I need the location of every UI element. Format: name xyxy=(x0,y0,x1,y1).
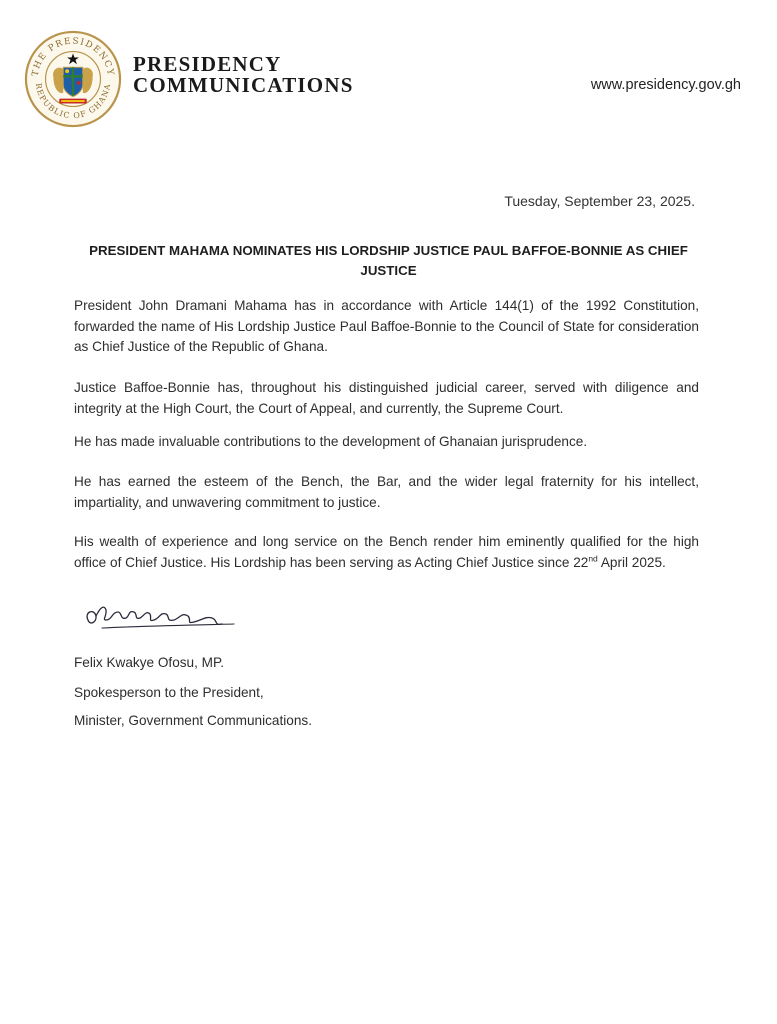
press-release-title: PRESIDENT MAHAMA NOMINATES HIS LORDSHIP JUSTICE PAUL BAFFOE-BONNIE AS CHIEF JUSTICE xyxy=(89,243,688,278)
website-url: www.presidency.gov.gh xyxy=(590,77,741,93)
brand-line-communications: COMMUNICATIONS xyxy=(133,73,354,97)
body-paragraph: He has made invaluable contributions to the development of Ghanaian jurisprudence. xyxy=(74,434,588,449)
closing-text: His wealth of experience and long service on the Bench render him eminently qualified for the high office of Chief Justice. His Lordship has been serving as Acting Chief Justice since 22 xyxy=(74,534,699,570)
brand-line-presidency: PRESIDENCY xyxy=(133,52,282,76)
svg-text:THE PRESIDENCY: THE PRESIDENCY xyxy=(30,36,116,78)
signatory-role: Spokesperson to the President, xyxy=(74,685,264,700)
svg-text:REPUBLIC OF GHANA: REPUBLIC OF GHANA xyxy=(33,82,113,121)
release-date: Tuesday, September 23, 2025. xyxy=(504,193,695,209)
ordinal-suffix: nd xyxy=(588,552,598,563)
letterhead xyxy=(0,0,777,130)
body-paragraph: He has earned the esteem of the Bench, the Bar, and the wider legal fraternity for his intellect, impartiality, and unwavering commitment to justice. xyxy=(74,474,699,510)
presidency-seal-logo xyxy=(24,30,122,128)
brand-name xyxy=(133,54,354,96)
signatory-name: Felix Kwakye Ofosu, MP. xyxy=(74,655,225,670)
handwritten-signature xyxy=(82,598,242,640)
body-paragraph: Justice Baffoe-Bonnie has, throughout his distinguished judicial career, served with diligence and integrity at the High Court, the Court of Appeal, and currently, the Supreme Court. xyxy=(74,380,699,416)
closing-text-end: April 2025. xyxy=(597,554,666,570)
body-paragraph: President John Dramani Mahama has in accordance with Article 144(1) of the 1992 Constitution, forwarded the name of His Lordship Justice Paul Baffoe-Bonnie to the Council of State for consideration as Chief Justice of the Republic of Ghana. xyxy=(74,298,699,354)
signatory-role: Minister, Government Communications. xyxy=(74,713,312,728)
closing-paragraph xyxy=(74,532,699,573)
